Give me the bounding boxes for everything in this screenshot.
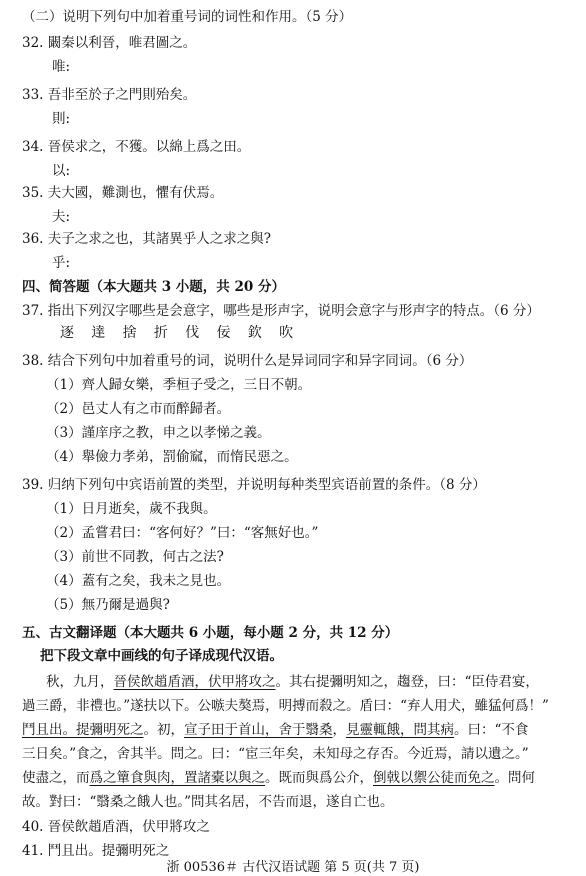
question-36 (22, 230, 271, 248)
character: 吹 (279, 325, 294, 341)
question-33 (22, 86, 196, 104)
question-34 (22, 138, 250, 156)
passage-text: 。初， (143, 722, 184, 738)
question-38-item-1: （1）齊人歸女樂，季桓子受之，三日不朝。 (46, 377, 312, 393)
character: 逐 (60, 325, 74, 341)
question-38-item-3: （3）謹庠序之教，申之以孝悌之義。 (46, 425, 271, 441)
character: 欽 (247, 325, 262, 341)
character-list (60, 324, 306, 342)
underlined-sentence: 倒戟以禦公徒而免之 (373, 770, 495, 786)
question-39-item-1: （1）日月逝矣，歲不我與。 (46, 501, 217, 517)
passage-text: ， (332, 722, 346, 738)
question-text: 吾非至於子之門則殆矣。 (47, 87, 197, 103)
underlined-sentence: 晉侯飲趙盾酒，伏甲將攻之 (113, 674, 276, 690)
passage-text: 故。對曰：“翳桑之餓人也。”問其名居，不告而退，遂自亡也。 (22, 794, 394, 810)
answer-blank-33: 則: (52, 111, 71, 127)
question-38-item-4: （4）舉儉力孝弟，罰偷窳，而惰民惡之。 (46, 449, 298, 465)
question-39-item-5: （5）無乃爾是過與? (46, 597, 170, 613)
question-40 (22, 818, 210, 836)
question-number: 33. (22, 87, 44, 103)
question-number: 41. (22, 843, 44, 859)
passage-line (46, 670, 539, 694)
passage-text: 過三爵，非禮也。”遂扶以下。公嗾夫獒焉，明搏而殺之。盾曰：“弃人用犬，雖猛何爲！” (22, 698, 549, 714)
section2-header: （二）说明下列句中加着重号词的词性和作用。（5 分） (22, 9, 353, 25)
section5-instruction: 把下段文章中画线的句子译成现代汉语。 (40, 648, 283, 664)
passage-text: 。既而與爲公介， (265, 770, 373, 786)
question-39 (22, 476, 486, 494)
question-text: 夫大國，難測也，懼有伏焉。 (47, 185, 224, 201)
passage-line (22, 694, 549, 718)
question-39-item-2: （2）孟嘗君曰：“客何好？”曰：“客無好也。” (46, 525, 319, 541)
question-39-item-3: （3）前世不同教，何古之法? (46, 549, 224, 565)
passage-line (22, 790, 394, 814)
question-number: 35. (22, 185, 44, 201)
passage-text: 。問何 (494, 770, 535, 786)
question-35 (22, 184, 223, 202)
passage-text: 三日矣。”食之，舍其半。問之。曰：“宦三年矣，未知母之存否。今近焉，請以遺之。” (22, 746, 529, 762)
question-text: 夫子之求之也，其諸異乎人之求之與? (47, 231, 272, 247)
question-number: 32. (22, 35, 44, 51)
question-text: 晉侯飲趙盾酒，伏甲將攻之 (47, 819, 210, 835)
question-number: 40. (22, 819, 44, 835)
question-38 (22, 352, 472, 370)
underlined-sentence: 見靈輒餓，問其病 (346, 722, 454, 738)
passage-line (22, 766, 535, 790)
question-text: 结合下列句中加着重号的词，说明什么是异词同字和异字同词。（6 分） (47, 353, 473, 369)
answer-blank-34: 以: (52, 163, 71, 179)
passage-text: 使盡之，而 (22, 770, 90, 786)
section5-header: 五、古文翻译题（本大题共 6 小题，每小题 2 分，共 12 分） (22, 625, 399, 641)
question-37 (22, 302, 540, 320)
underlined-sentence: 鬥且出。提彌明死之 (22, 722, 144, 738)
question-number: 37. (22, 303, 44, 319)
passage-line (22, 742, 529, 766)
answer-blank-36: 乎: (52, 255, 71, 271)
question-text: 晉侯求之，不獲。以綿上爲之田。 (47, 139, 251, 155)
answer-blank-32: 唯: (52, 59, 71, 75)
section4-header: 四、简答题（本大题共 3 小题，共 20 分） (22, 279, 285, 295)
question-text: 闞秦以利晉，唯君圖之。 (47, 35, 197, 51)
character: 捨 (122, 325, 137, 341)
passage-text: 。曰：“不食 (454, 722, 529, 738)
page-footer: 浙 00536＃ 古代汉语试题 第 5 页(共 7 页) (166, 860, 420, 875)
passage-text: 秋，九月， (46, 674, 114, 690)
character: 達 (91, 325, 106, 341)
underlined-sentence: 爲之簞食與肉，置諸橐以與之 (89, 770, 265, 786)
question-text: 指出下列汉字哪些是会意字，哪些是形声字，说明会意字与形声字的特点。（6 分） (47, 303, 540, 319)
question-number: 34. (22, 139, 44, 155)
question-number: 36. (22, 231, 44, 247)
question-number: 38. (22, 353, 44, 369)
passage-line (22, 718, 528, 742)
passage-text: 。其右提彌明知之，趨登，曰：“臣侍君宴， (275, 674, 539, 690)
question-text: 鬥且出。提彌明死之 (47, 843, 170, 859)
underlined-sentence: 宣子田于首山，舍于翳桑 (184, 722, 333, 738)
character: 折 (153, 325, 168, 341)
character: 伐 (185, 325, 200, 341)
question-32 (22, 34, 196, 52)
question-number: 39. (22, 477, 44, 493)
character: 佞 (216, 325, 231, 341)
question-text: 归纳下列句中宾语前置的类型，并说明每种类型宾语前置的条件。（8 分） (47, 477, 486, 493)
question-38-item-2: （2）邑丈人有之市而醉歸者。 (46, 401, 231, 417)
question-39-item-4: （4）蓋有之矣，我未之見也。 (46, 573, 231, 589)
answer-blank-35: 夫: (52, 209, 71, 225)
